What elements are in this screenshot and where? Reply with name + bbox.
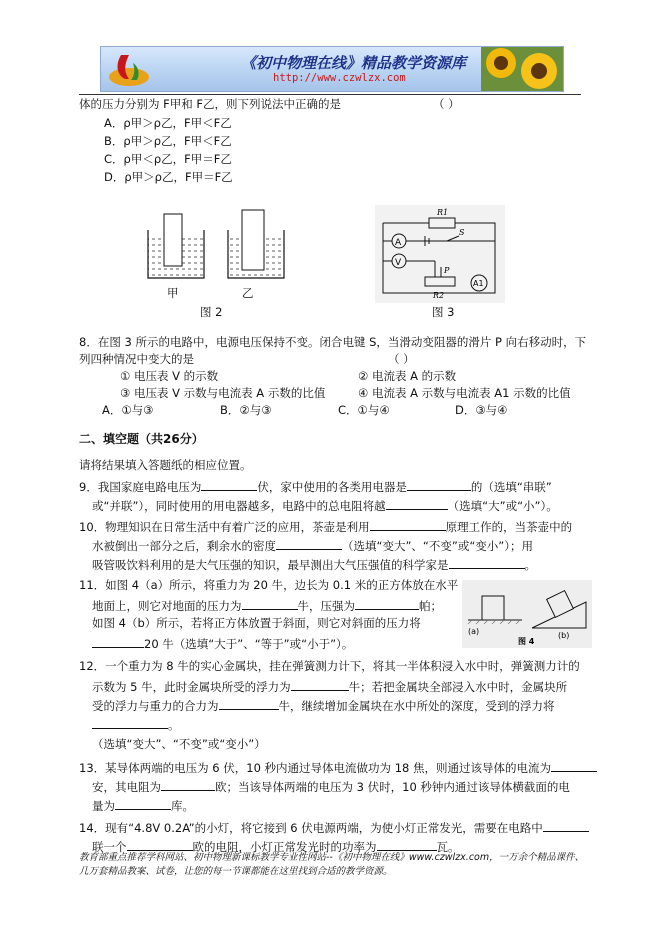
q8-bracket: （ ） bbox=[388, 352, 415, 366]
header-rule bbox=[79, 94, 581, 95]
q10-text-2: 原理工作的，当茶壶中的 bbox=[445, 520, 573, 534]
q9-text-3: 的（选填“串联” bbox=[470, 480, 552, 494]
q11-line2 bbox=[92, 597, 442, 614]
q12-blank-2[interactable] bbox=[219, 697, 279, 710]
q14-text-2: 联一个 bbox=[92, 840, 127, 854]
q12-line2 bbox=[92, 678, 567, 695]
q13-blank-3[interactable] bbox=[115, 797, 171, 810]
q10-blank-3[interactable] bbox=[449, 556, 525, 569]
q9-blank-3[interactable] bbox=[386, 497, 448, 510]
q11-text-2: 牛，压强为 bbox=[297, 599, 355, 613]
q9-text-4: 或“并联”），同时使用的用电器越多，电路中的总电阻将越 bbox=[92, 499, 386, 513]
q9-blank-2[interactable] bbox=[407, 478, 471, 491]
q8-option-b: B．②与③ bbox=[220, 403, 272, 417]
q11-blank-3[interactable] bbox=[92, 635, 144, 648]
q8-line2: 列四种情况中变大的是 bbox=[79, 352, 194, 366]
q10-line1 bbox=[79, 518, 572, 535]
fig4-caption: 图 4 bbox=[518, 637, 535, 646]
q11-line1: 11．如图 4（a）所示，将重力为 20 牛，边长为 0.1 米的正方体放在水平 bbox=[79, 578, 459, 592]
q7-option-a: A．ρ甲＞ρ乙，F甲＜F乙 bbox=[104, 116, 232, 130]
q11-blank-2[interactable] bbox=[355, 597, 419, 610]
q10-blank-2[interactable] bbox=[276, 537, 342, 550]
q11-line4 bbox=[92, 635, 353, 652]
q14-blank-3[interactable] bbox=[377, 838, 437, 851]
logo-icon bbox=[105, 49, 153, 89]
page-footer: 教育部重点推荐学科网站、初中物理新课标教学专业性网站--《初中物理在线》www.czwlzx.com，一万余个精品课件、几万套精品教案、试卷，让您的每一节课都能在这里找到合适的教学资源。 bbox=[79, 852, 585, 877]
q14-line1 bbox=[79, 819, 589, 836]
q10-text-5: 吸管吸饮料利用的是大气压强的知识，最早测出大气压强值的科学家是 bbox=[92, 558, 449, 572]
q11-text-4: 20 牛（选填“大于”、“等于”或“小于”）。 bbox=[144, 637, 354, 651]
q14-text-3: 欧的电阻，小灯正常发光时的功率为 bbox=[192, 840, 377, 854]
q12-line1: 12．一个重力为 8 牛的实心金属块，挂在弹簧测力计下，将其一半体积浸入水中时，弹簧测力计的 bbox=[79, 659, 580, 673]
q11-line3: 如图 4（b）所示，若将正方体放置于斜面，则它对斜面的压力将 bbox=[92, 616, 421, 630]
q9-text-1: 9．我国家庭电路电压为 bbox=[79, 480, 202, 494]
q8-item-1: ① 电压表 V 的示数 bbox=[120, 369, 219, 383]
q13-text-3: 欧；当该导体两端的电压为 3 伏时，10 秒钟内通过该导体横截面的电 bbox=[215, 780, 570, 794]
q14-text-1: 14．现有“4.8V 0.2A”的小灯，将它接到 6 伏电源两端，为使小灯正常发光，需要在电路中 bbox=[79, 821, 543, 835]
q7-option-b: B．ρ甲＞ρ乙，F甲＜F乙 bbox=[104, 134, 232, 148]
ammeter-a-label: A bbox=[395, 238, 402, 248]
banner-title: 《初中物理在线》精品教学资源库 bbox=[241, 54, 467, 72]
q12-text-1: 示数为 5 牛，此时金属块所受的浮力为 bbox=[92, 680, 291, 694]
q12-line4 bbox=[92, 716, 180, 733]
q12-blank-3[interactable] bbox=[92, 716, 168, 729]
q9-text-5: （选填“大”或“小”）。 bbox=[447, 499, 558, 513]
switch-s-label: S bbox=[459, 228, 465, 237]
q8-option-c: C．①与④ bbox=[338, 403, 390, 417]
q7-option-c: C．ρ甲＜ρ乙，F甲＝F乙 bbox=[104, 152, 232, 166]
q10-line2 bbox=[92, 537, 533, 554]
q8-option-a: A．①与③ bbox=[102, 403, 154, 417]
q13-text-5: 库。 bbox=[171, 799, 194, 813]
q10-text-3: 水被倒出一部分之后，剩余水的密度 bbox=[92, 539, 276, 553]
q13-text-4: 量为 bbox=[92, 799, 115, 813]
q7-option-d: D．ρ甲＞ρ乙，F甲＝F乙 bbox=[104, 170, 233, 184]
q10-line3 bbox=[92, 556, 536, 573]
fig4-label-b: (b) bbox=[558, 631, 570, 640]
figure-2 bbox=[140, 200, 290, 290]
q8-item-4: ④ 电流表 A 示数与电流表 A1 示数的比值 bbox=[358, 386, 571, 400]
q12-blank-1[interactable] bbox=[291, 678, 349, 691]
banner-url: http://www.czwlzx.com bbox=[273, 72, 406, 84]
fig2-caption: 图 2 bbox=[200, 305, 223, 319]
q10-text-6: 。 bbox=[524, 558, 536, 572]
fig4-label-a: (a) bbox=[468, 627, 480, 636]
sunflower-icon bbox=[481, 46, 563, 92]
q13-text-2: 安，其电阻为 bbox=[92, 780, 161, 794]
q12-line3 bbox=[92, 697, 555, 714]
q12-line5: （选填“变大”、“不变”或“变小”） bbox=[92, 737, 266, 751]
voltmeter-v-label: V bbox=[395, 258, 402, 268]
q13-text-1: 13．某导体两端的电压为 6 伏，10 秒内通过导体电流做功为 18 焦，则通过该导体的电流为 bbox=[79, 761, 551, 775]
fig2-label-yi: 乙 bbox=[242, 286, 254, 300]
section2-instruction: 请将结果填入答题纸的相应位置。 bbox=[79, 458, 252, 472]
q8-line1: 8．在图 3 所示的电路中，电源电压保持不变。闭合电键 S，当滑动变阻器的滑片 P 向右移动时，下 bbox=[79, 335, 587, 349]
section2-heading: 二、填空题（共26分） bbox=[79, 432, 204, 446]
q11-text-3: 帕； bbox=[419, 599, 442, 613]
q9-text-2: 伏，家中使用的各类用电器是 bbox=[257, 480, 407, 494]
slider-p-label: P bbox=[444, 266, 450, 275]
q7-bracket: （ ） bbox=[433, 97, 460, 111]
q11-blank-1[interactable] bbox=[242, 597, 298, 610]
q8-item-3: ③ 电压表 V 示数与电流表 A 示数的比值 bbox=[120, 386, 326, 400]
q14-blank-1[interactable] bbox=[543, 819, 589, 832]
q12-text-5: 。 bbox=[168, 718, 180, 732]
q9-line1 bbox=[79, 478, 552, 495]
q8-option-d: D．③与④ bbox=[455, 403, 508, 417]
figure-4 bbox=[462, 580, 592, 648]
q14-blank-2[interactable] bbox=[127, 838, 193, 851]
q7-stem-end: 体的压力分别为 F甲和 F乙，则下列说法中正确的是 bbox=[79, 97, 342, 111]
q12-text-3: 受的浮力与重力的合力为 bbox=[92, 699, 219, 713]
r2-label: R2 bbox=[433, 291, 445, 300]
q12-text-2: 牛；若把金属块全部浸入水中时，金属块所 bbox=[348, 680, 568, 694]
header-banner bbox=[100, 46, 564, 92]
q10-text-4: （选填“变大”、“不变”或“变小”）；用 bbox=[342, 539, 533, 553]
q8-item-2: ② 电流表 A 的示数 bbox=[358, 369, 457, 383]
q12-text-4: 牛，继续增加金属块在水中所处的深度，受到的浮力将 bbox=[278, 699, 555, 713]
q13-blank-2[interactable] bbox=[161, 778, 215, 791]
q9-blank-1[interactable] bbox=[201, 478, 257, 491]
ammeter-a1-label: A1 bbox=[473, 279, 484, 288]
q9-line2 bbox=[92, 497, 558, 514]
q13-blank-1[interactable] bbox=[551, 759, 597, 772]
q10-text-1: 10．物理知识在日常生活中有着广泛的应用，茶壶是利用 bbox=[79, 520, 370, 534]
r1-label: R1 bbox=[437, 208, 449, 217]
q13-line2 bbox=[92, 778, 570, 795]
q10-blank-1[interactable] bbox=[370, 518, 446, 531]
figure-3-circuit bbox=[375, 205, 505, 303]
q13-line1 bbox=[79, 759, 597, 776]
q11-text-1: 地面上，则它对地面的压力为 bbox=[92, 599, 242, 613]
q13-line3 bbox=[92, 797, 194, 814]
fig2-label-jia: 甲 bbox=[167, 286, 179, 300]
q14-text-4: 瓦。 bbox=[436, 840, 460, 854]
fig3-caption: 图 3 bbox=[432, 305, 455, 319]
